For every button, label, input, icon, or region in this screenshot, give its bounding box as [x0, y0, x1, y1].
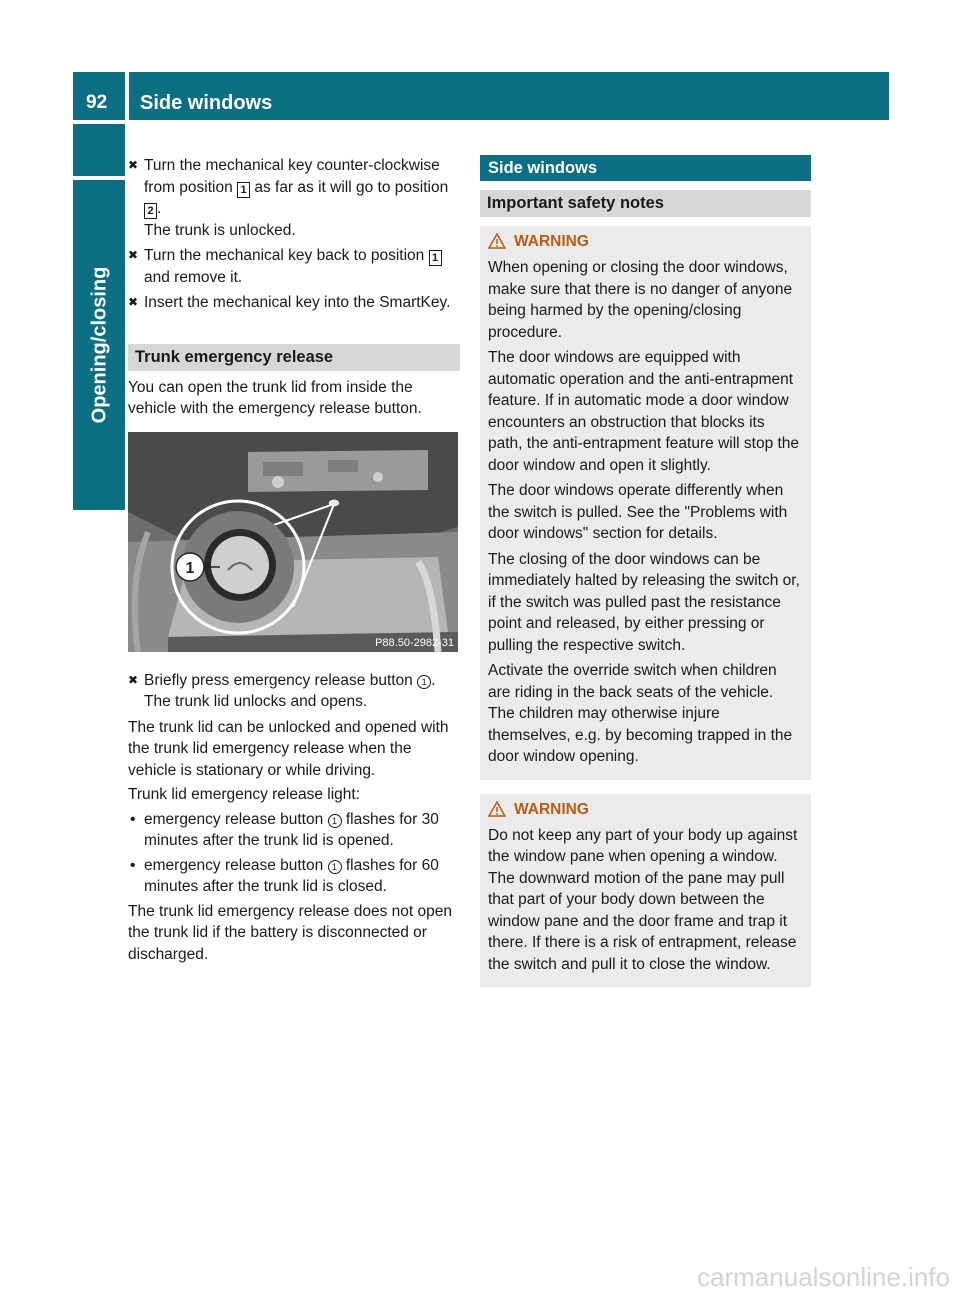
paragraph: The trunk lid can be unlocked and opened with the trunk lid emergency release when the vehicle is stationary or while driving. [128, 718, 449, 779]
warning-title: WARNING [488, 799, 803, 821]
right-column [480, 155, 811, 987]
bullet-icon: • [130, 856, 136, 874]
instruction-step: ✖ Turn the mechanical key counter-clockwise from position 1 as far as it will go to position 2 . The trunk is unlocked. [128, 157, 449, 239]
callout-ref-1: 1 [328, 860, 342, 874]
warning-title: WARNING [488, 231, 803, 253]
sidebar-block [73, 124, 125, 176]
callout-ref-1: 1 [417, 675, 431, 689]
bullet-item: • emergency release button 1 flashes for 60 minutes after the trunk lid is closed. [130, 856, 439, 895]
figure-code: P88.50-2982-31 [375, 636, 454, 649]
warning-triangle-icon [488, 233, 506, 249]
position-key-1: 1 [237, 182, 250, 198]
warning-paragraph: The door windows operate differently when the switch is pulled. See the "Problems with door windows" section for details. [488, 482, 788, 542]
trunk-illustration [128, 432, 458, 652]
step-result: The trunk is unlocked. [144, 221, 296, 239]
page-title: Side windows [140, 92, 273, 114]
instruction-step: ✖ Insert the mechanical key into the SmartKey. [128, 292, 460, 314]
warning-paragraph: The door windows are equipped with automatic operation and the anti-entrapment feature. If in automatic mode a door window encounters an obstruction that blocks its path, the anti-entrapment feature will stop the door window and open it slightly. [488, 349, 800, 474]
step-arrow-icon: ✖ [128, 295, 139, 309]
step-arrow-icon: ✖ [128, 158, 139, 172]
header-bar [129, 72, 889, 120]
trunk-photo-image [128, 432, 458, 652]
instruction-step: ✖ Briefly press emergency release button 1 . The trunk lid unlocks and opens. [128, 671, 436, 710]
bullet-item: • emergency release button 1 flashes for 30 minutes after the trunk lid is opened. [130, 810, 439, 849]
subheading-safety-notes: Important safety notes [480, 190, 811, 217]
callout-ref-1: 1 [328, 814, 342, 828]
step-arrow-icon: ✖ [128, 672, 139, 687]
warning-paragraph: Activate the override switch when children are riding in the back seats of the vehicle. The children may otherwise injure themselves, e.g. by becoming trapped in the door window opening. [488, 662, 793, 765]
section-heading-side-windows: Side windows [480, 155, 811, 181]
warning-paragraph: Do not keep any part of your body up against the window pane when opening a window. The downward motion of the pane may pull that part of your body down between the window pane and the door frame and trap it there. If there is a risk of entrapment, release the switch and pull it to close the window. [488, 826, 798, 973]
position-key-1: 1 [429, 250, 442, 266]
step-result: The trunk lid unlocks and opens. [144, 693, 368, 710]
instruction-step: ✖ Turn the mechanical key back to position 1 and remove it. [128, 245, 460, 288]
warning-paragraph: When opening or closing the door windows, make sure that there is no danger of anyone being harmed by the opening/closing procedure. [488, 259, 793, 341]
warning-paragraph: The closing of the door windows can be immediately halted by releasing the switch or, if the switch was pulled past the resistance point and released, by either pressing or pulling the respective switch. [488, 550, 800, 654]
paragraph: The trunk lid emergency release does not open the trunk lid if the battery is disconnected or discharged. [128, 902, 452, 963]
sidebar-chapter-label: Opening/closing [88, 266, 111, 424]
watermark: carmanualsonline.info [697, 1262, 950, 1292]
figure-callout-1: 1 [185, 559, 195, 577]
warning-triangle-icon [488, 801, 506, 817]
warning-box [480, 226, 811, 780]
bullet-icon: • [130, 810, 136, 828]
intro-paragraph: You can open the trunk lid from inside the vehicle with the emergency release button. [128, 378, 422, 417]
position-key-2: 2 [144, 203, 157, 219]
step-arrow-icon: ✖ [128, 248, 139, 262]
paragraph: Trunk lid emergency release light: [128, 786, 361, 803]
section-heading-trunk: Trunk emergency release [128, 344, 460, 371]
page-number: 92 [86, 92, 108, 113]
warning-box [480, 794, 811, 988]
left-column [128, 155, 460, 968]
page-number-box [73, 72, 125, 120]
